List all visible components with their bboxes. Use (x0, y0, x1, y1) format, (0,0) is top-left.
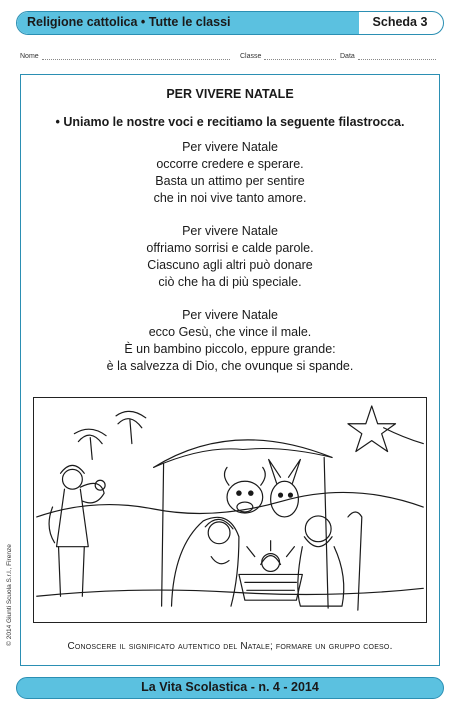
class-label: Classe (240, 53, 262, 60)
worksheet-box (20, 74, 440, 666)
poem-line: che in noi vive tanto amore. (153, 191, 307, 205)
poem-line: è la salvezza di Dio, che ovunque si spande. (106, 359, 354, 373)
poem-line: Per vivere Natale (182, 308, 278, 322)
poem-line: offriamo sorrisi e calde parole. (146, 241, 314, 255)
stanza-2 (21, 223, 439, 291)
poem-line: ecco Gesù, che vince il male. (148, 325, 312, 339)
student-fields (20, 52, 440, 64)
class-line[interactable] (264, 52, 336, 60)
poem-line: È un bambino piccolo, eppure grande: (124, 342, 336, 356)
name-field[interactable] (20, 52, 230, 60)
poem-line: Per vivere Natale (182, 140, 278, 154)
name-line[interactable] (42, 52, 230, 60)
stanza-3 (21, 307, 439, 375)
poem-line: ciò che ha di più speciale. (158, 275, 302, 289)
poem (21, 139, 439, 391)
nativity-illustration (33, 397, 427, 623)
poem-line: Ciascuno agli altri può donare (147, 258, 313, 272)
nativity-drawing (34, 398, 426, 622)
instruction: • Uniamo le nostre voci e recitiamo la seguente filastrocca. (55, 115, 405, 129)
copyright-notice: © 2014 Giunti Scuola S.r.l., Firenze (6, 544, 13, 646)
name-label: Nome (20, 53, 39, 60)
date-line[interactable] (358, 52, 436, 60)
class-field[interactable] (240, 52, 336, 60)
stanza-1 (21, 139, 439, 207)
header-title: Religione cattolica • Tutte le classi (17, 12, 359, 34)
poem-line: Per vivere Natale (182, 224, 278, 238)
footer-bar: La Vita Scolastica - n. 4 - 2014 (16, 677, 444, 699)
header-bar (16, 11, 444, 35)
learning-objective: Conoscere il significato autentico del Natale; formare un gruppo coeso. (67, 641, 393, 652)
date-label: Data (340, 53, 355, 60)
poem-line: Basta un attimo per sentire (155, 174, 305, 188)
poem-line: occorre credere e sperare. (156, 157, 304, 171)
date-field[interactable] (340, 52, 436, 60)
sheet-number: Scheda 3 (372, 15, 428, 29)
worksheet-title: PER VIVERE NATALE (166, 87, 294, 101)
